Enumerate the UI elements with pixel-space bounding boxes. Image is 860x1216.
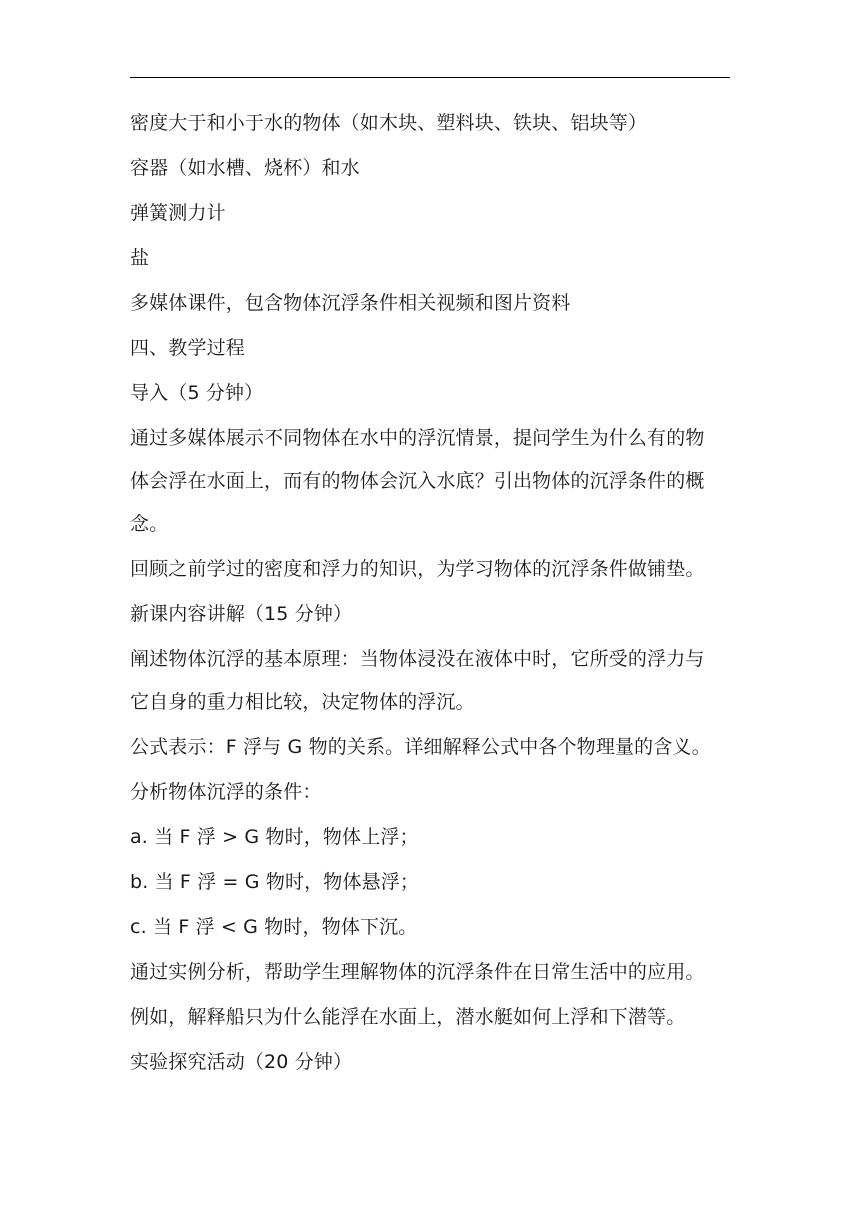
text-line-materials-multimedia: 多媒体课件，包含物体沉浮条件相关视频和图片资料: [130, 292, 571, 314]
text-line-intro-1: 通过多媒体展示不同物体在水中的浮沉情景，提问学生为什么有的物: [130, 427, 705, 449]
text-line-principle-1: 阐述物体沉浮的基本原理：当物体浸没在液体中时，它所受的浮力与: [130, 648, 705, 670]
text-line-example: 例如，解释船只为什么能浮在水面上，潜水艇如何上浮和下潜等。: [130, 1006, 686, 1028]
text-line-materials-spring-scale: 弹簧测力计: [130, 202, 226, 224]
list-item-condition-a: a. 当 F 浮 > G 物时，物体上浮；: [130, 826, 419, 848]
document-body: [130, 108, 730, 1092]
subheading-introduction: 导入（5 分钟）: [130, 382, 264, 404]
subheading-experiment: 实验探究活动（20 分钟）: [130, 1051, 353, 1073]
text-line-materials-salt: 盐: [130, 247, 150, 269]
text-line-intro-2: 体会浮在水面上，而有的物体会沉入水底？引出物体的沉浮条件的概: [130, 470, 705, 492]
subheading-new-content: 新课内容讲解（15 分钟）: [130, 603, 353, 625]
text-line-review: 回顾之前学过的密度和浮力的知识，为学习物体的沉浮条件做铺垫。: [130, 558, 705, 580]
list-item-condition-b: b. 当 F 浮 = G 物时，物体悬浮；: [130, 871, 420, 893]
text-line-principle-2: 它自身的重力相比较，决定物体的浮沉。: [130, 691, 475, 713]
text-line-application: 通过实例分析，帮助学生理解物体的沉浮条件在日常生活中的应用。: [130, 961, 705, 983]
text-line-materials-container: 容器（如水槽、烧杯）和水: [130, 157, 360, 179]
section-heading-teaching-process: 四、教学过程: [130, 337, 245, 359]
text-line-conditions-heading: 分析物体沉浮的条件：: [130, 781, 322, 803]
list-item-condition-c: c. 当 F 浮 < G 物时，物体下沉。: [130, 916, 418, 938]
text-line-intro-3: 念。: [130, 513, 169, 535]
header-rule: [130, 77, 730, 78]
text-line-materials-objects: 密度大于和小于水的物体（如木块、塑料块、铁块、铝块等）: [130, 112, 648, 134]
text-line-formula: 公式表示：F 浮与 G 物的关系。详细解释公式中各个物理量的含义。: [130, 736, 711, 758]
